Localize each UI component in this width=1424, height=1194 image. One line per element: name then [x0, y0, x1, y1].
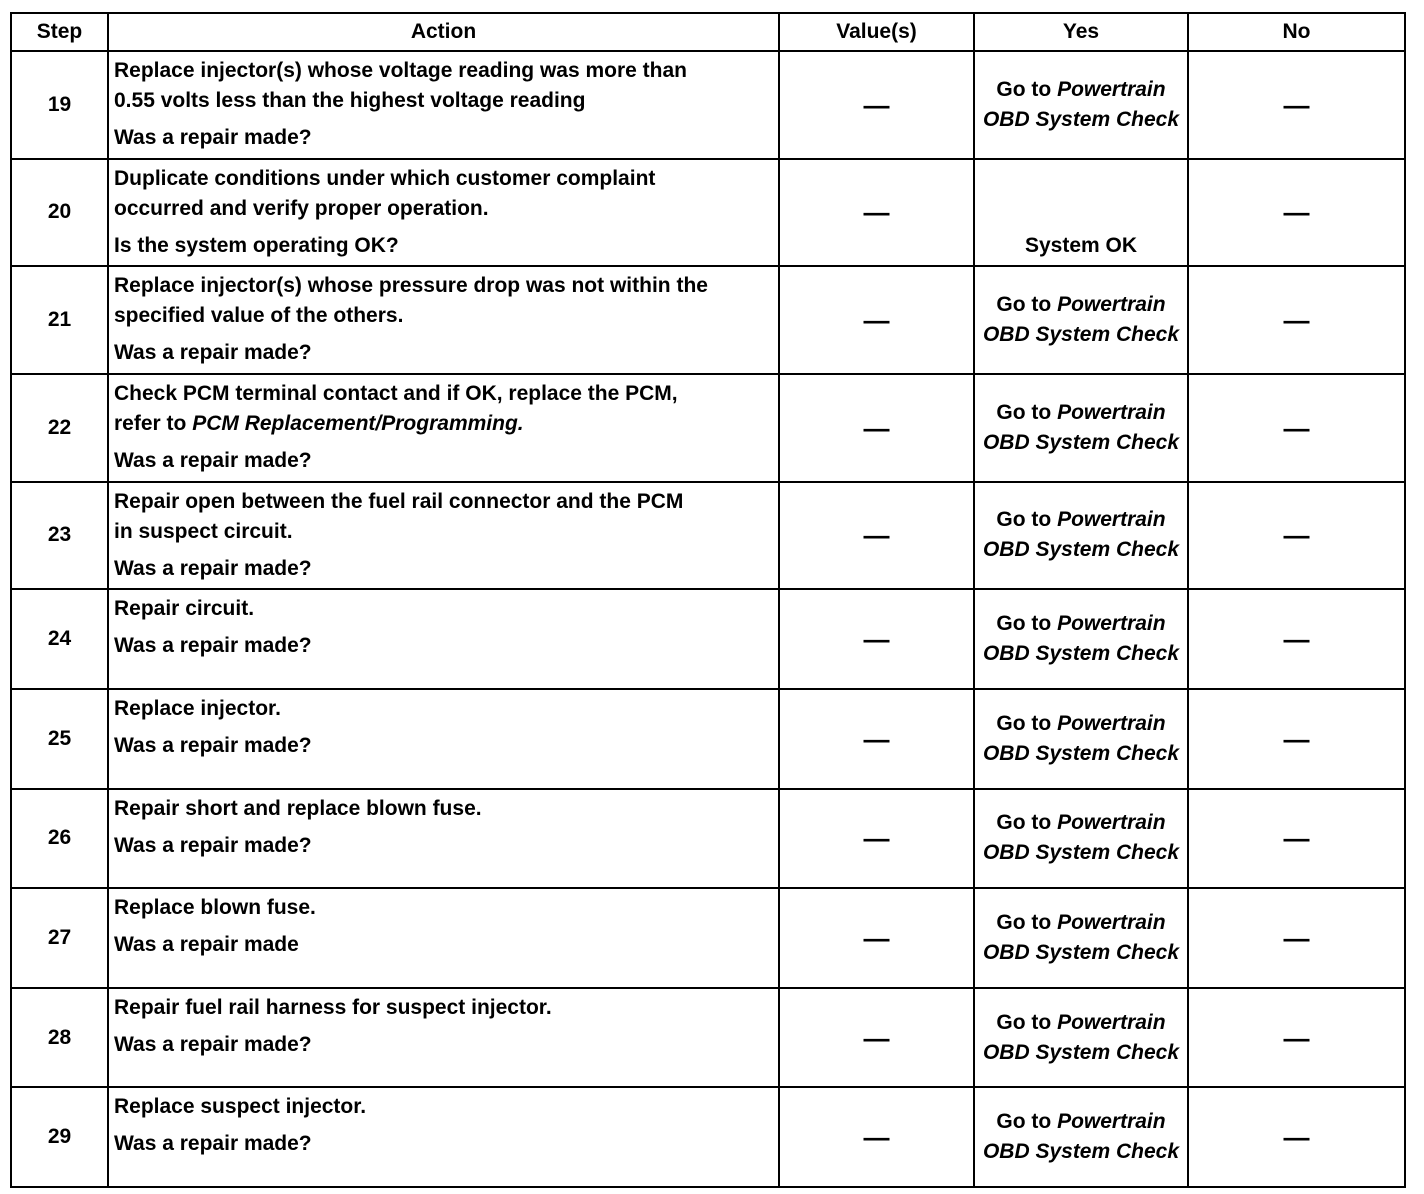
header-values: Value(s) — [779, 13, 974, 51]
action-cell — [108, 482, 779, 590]
step-number: 22 — [11, 374, 108, 482]
action-reference-prefix: refer to — [114, 411, 187, 435]
step-number: 28 — [11, 988, 108, 1088]
yes-prefix: Go to — [996, 400, 1052, 424]
action-text: Replace suspect injector. — [114, 1095, 367, 1119]
table-row — [11, 482, 1405, 590]
header-action: Action — [108, 13, 779, 51]
action-cell — [108, 789, 779, 889]
action-text: Replace blown fuse. — [114, 896, 316, 920]
action-text: Repair fuel rail harness for suspect injector. — [114, 995, 552, 1019]
action-question: Was a repair made? — [114, 1032, 312, 1056]
value-cell: — — [779, 482, 974, 590]
no-cell: — — [1188, 374, 1405, 482]
no-cell: — — [1188, 159, 1405, 267]
action-cell — [108, 51, 779, 159]
no-cell: — — [1188, 888, 1405, 988]
table-row — [11, 689, 1405, 789]
action-text: Replace injector(s) whose pressure drop was not within the — [114, 274, 708, 298]
value-cell: — — [779, 374, 974, 482]
value-cell: — — [779, 988, 974, 1088]
table-row — [11, 789, 1405, 889]
action-reference-link: PCM Replacement/Programming. — [192, 411, 524, 435]
yes-prefix: Go to — [996, 508, 1052, 532]
table-row — [11, 374, 1405, 482]
action-cell — [108, 589, 779, 689]
no-cell: — — [1188, 689, 1405, 789]
step-number: 25 — [11, 689, 108, 789]
value-cell: — — [779, 1087, 974, 1187]
action-reference-line — [114, 409, 774, 439]
yes-reference: Powertrain OBD System Check — [982, 811, 1180, 865]
action-text: Repair circuit. — [114, 597, 255, 621]
action-question: Was a repair made? — [114, 733, 312, 757]
value-cell: — — [779, 266, 974, 374]
yes-reference: Powertrain OBD System Check — [982, 293, 1180, 347]
table-row — [11, 988, 1405, 1088]
action-text: in suspect circuit. — [114, 519, 293, 543]
yes-reference: Powertrain OBD System Check — [982, 1010, 1180, 1064]
action-text: Repair open between the fuel rail connector and the PCM — [114, 489, 684, 513]
yes-cell — [974, 374, 1188, 482]
step-number: 27 — [11, 888, 108, 988]
table-row — [11, 159, 1405, 267]
yes-cell — [974, 789, 1188, 889]
no-cell: — — [1188, 988, 1405, 1088]
action-text: Check PCM terminal contact and if OK, replace the PCM, — [114, 381, 678, 405]
yes-cell — [974, 589, 1188, 689]
step-number: 19 — [11, 51, 108, 159]
no-cell: — — [1188, 482, 1405, 590]
action-text: occurred and verify proper operation. — [114, 196, 489, 220]
action-question: Was a repair made? — [114, 341, 312, 365]
action-text: Repair short and replace blown fuse. — [114, 796, 482, 820]
no-cell: — — [1188, 789, 1405, 889]
action-cell — [108, 988, 779, 1088]
action-question: Was a repair made? — [114, 448, 312, 472]
action-cell — [108, 266, 779, 374]
yes-prefix: Go to — [996, 1110, 1052, 1134]
table-row — [11, 266, 1405, 374]
action-question: Was a repair made? — [114, 126, 312, 149]
value-cell: — — [779, 888, 974, 988]
yes-cell — [974, 482, 1188, 590]
header-yes: Yes — [974, 13, 1188, 51]
yes-prefix: Go to — [996, 77, 1052, 101]
yes-prefix: Go to — [996, 1010, 1052, 1034]
step-number: 20 — [11, 159, 108, 267]
action-text: Replace injector(s) whose voltage reading was more than — [114, 59, 687, 82]
action-question: Was a repair made — [114, 933, 299, 957]
yes-cell — [974, 689, 1188, 789]
no-cell: — — [1188, 51, 1405, 159]
table-row — [11, 1087, 1405, 1187]
yes-reference: Powertrain OBD System Check — [982, 612, 1180, 666]
diagnostic-procedure-table — [10, 12, 1406, 1188]
yes-cell — [974, 988, 1188, 1088]
header-no: No — [1188, 13, 1405, 51]
yes-cell — [974, 51, 1188, 159]
yes-prefix: Go to — [996, 711, 1052, 735]
action-text: Replace injector. — [114, 696, 281, 720]
yes-reference: Powertrain OBD System Check — [982, 77, 1180, 131]
yes-reference: Powertrain OBD System Check — [982, 508, 1180, 562]
yes-prefix: Go to — [996, 811, 1052, 835]
value-cell: — — [779, 789, 974, 889]
action-text: specified value of the others. — [114, 304, 404, 328]
yes-cell: System OK — [974, 159, 1188, 267]
no-cell: — — [1188, 1087, 1405, 1187]
value-cell: — — [779, 689, 974, 789]
yes-reference: Powertrain OBD System Check — [982, 910, 1180, 964]
action-question: Was a repair made? — [114, 1132, 312, 1156]
value-cell: — — [779, 589, 974, 689]
step-number: 26 — [11, 789, 108, 889]
header-row — [11, 13, 1405, 51]
step-number: 23 — [11, 482, 108, 590]
yes-cell — [974, 1087, 1188, 1187]
yes-prefix: Go to — [996, 293, 1052, 317]
action-question: Was a repair made? — [114, 833, 312, 857]
action-cell — [108, 1087, 779, 1187]
header-step: Step — [11, 13, 108, 51]
yes-reference: Powertrain OBD System Check — [982, 1110, 1180, 1164]
step-number: 24 — [11, 589, 108, 689]
yes-reference: Powertrain OBD System Check — [982, 711, 1180, 765]
action-text: 0.55 volts less than the highest voltage reading — [114, 89, 586, 112]
no-cell: — — [1188, 589, 1405, 689]
action-cell — [108, 159, 779, 267]
action-cell — [108, 888, 779, 988]
yes-cell — [974, 266, 1188, 374]
action-text: Duplicate conditions under which customer complaint — [114, 166, 656, 190]
table-row — [11, 888, 1405, 988]
action-cell — [108, 374, 779, 482]
table-row — [11, 589, 1405, 689]
action-cell — [108, 689, 779, 789]
step-number: 29 — [11, 1087, 108, 1187]
step-number: 21 — [11, 266, 108, 374]
action-question: Is the system operating OK? — [114, 233, 399, 257]
value-cell: — — [779, 51, 974, 159]
action-question: Was a repair made? — [114, 556, 312, 580]
yes-prefix: Go to — [996, 910, 1052, 934]
yes-reference: Powertrain OBD System Check — [982, 400, 1180, 454]
no-cell: — — [1188, 266, 1405, 374]
yes-cell — [974, 888, 1188, 988]
table-row — [11, 51, 1405, 159]
value-cell: — — [779, 159, 974, 267]
action-question: Was a repair made? — [114, 634, 312, 658]
yes-prefix: Go to — [996, 612, 1052, 636]
